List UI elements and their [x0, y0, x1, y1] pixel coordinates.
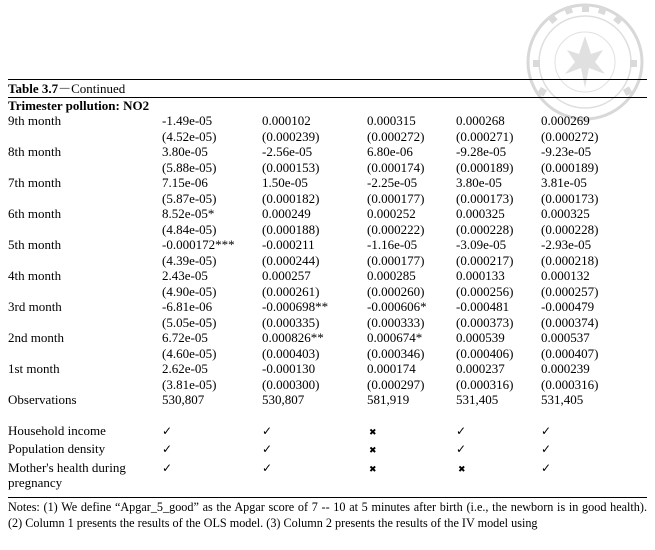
standard-error-cell: (5.05e-05)	[162, 314, 217, 330]
control-mark-cell	[262, 441, 367, 460]
standard-error-cell: (0.000373)	[456, 314, 514, 330]
table-row	[8, 268, 647, 284]
control-row	[8, 460, 647, 491]
standard-error-cell: (0.000217)	[456, 252, 514, 268]
standard-error-cell: (0.000300)	[262, 376, 320, 392]
control-row	[8, 441, 647, 460]
coefficient-cell: 0.000133	[456, 268, 505, 283]
standard-error-cell: (0.000189)	[456, 159, 514, 175]
control-mark-cell	[456, 423, 541, 442]
coefficient-cell: 0.000674*	[367, 330, 423, 345]
standard-error-cell: (0.000239)	[262, 128, 320, 144]
checkmark-icon: ✓	[262, 423, 273, 438]
standard-error-cell: (0.000177)	[367, 252, 425, 268]
standard-error-cell: (0.000316)	[541, 376, 599, 392]
standard-error-cell: (4.90e-05)	[162, 283, 217, 299]
cross-icon: ✖	[369, 464, 377, 475]
row-label: 1st month	[8, 361, 60, 376]
coefficient-cell: -2.25e-05	[367, 175, 418, 190]
row-label-empty	[8, 222, 162, 238]
row-label-empty	[8, 284, 162, 300]
coefficient-cell: 0.000252	[367, 206, 416, 221]
checkmark-icon: ✓	[262, 460, 273, 475]
table-row	[8, 330, 647, 346]
coefficient-cell: -2.93e-05	[541, 237, 592, 252]
control-mark-cell	[541, 460, 647, 491]
coefficient-cell: 3.81e-05	[541, 175, 587, 190]
coefficient-cell: -1.49e-05	[162, 113, 213, 128]
control-mark-cell	[541, 423, 647, 442]
standard-error-cell: (0.000406)	[456, 345, 514, 361]
standard-error-cell: (0.000335)	[262, 314, 320, 330]
control-mark-cell	[456, 441, 541, 460]
standard-error-cell: (0.000188)	[262, 221, 320, 237]
checkmark-icon: ✓	[162, 442, 173, 456]
standard-error-cell: (0.000297)	[367, 376, 425, 392]
standard-error-cell: (0.000153)	[262, 159, 320, 175]
coefficient-cell: 0.000315	[367, 113, 416, 128]
standard-error-cell: (4.84e-05)	[162, 221, 217, 237]
standard-error-row	[8, 191, 647, 207]
standard-error-row	[8, 315, 647, 331]
spacer-cell	[8, 408, 647, 423]
control-mark-cell	[162, 441, 262, 460]
control-mark-cell	[367, 460, 456, 491]
table-row	[8, 299, 647, 315]
standard-error-cell: (4.39e-05)	[162, 252, 217, 268]
row-label: 6th month	[8, 206, 62, 221]
coefficient-cell: 0.000239	[541, 361, 590, 376]
row-label-empty	[8, 160, 162, 176]
regression-table-container	[8, 79, 647, 498]
standard-error-cell: (4.60e-05)	[162, 345, 217, 361]
row-label-empty	[8, 315, 162, 331]
section-title: Trimester pollution: NO2	[8, 97, 150, 113]
coefficient-cell: 0.000285	[367, 268, 416, 283]
table-caption-row	[8, 80, 647, 98]
checkmark-icon: ✓	[162, 423, 173, 438]
coefficient-cell: 0.000174	[367, 361, 416, 376]
observations-label: Observations	[8, 392, 77, 407]
standard-error-row	[8, 160, 647, 176]
standard-error-cell: (5.87e-05)	[162, 190, 217, 206]
coefficient-cell: -2.56e-05	[262, 144, 313, 159]
row-label: 3rd month	[8, 299, 62, 314]
coefficient-cell: -0.000211	[262, 237, 315, 252]
coefficient-cell: -9.28e-05	[456, 144, 507, 159]
control-mark-cell	[162, 423, 262, 442]
checkmark-icon: ✓	[262, 442, 273, 456]
standard-error-cell: (0.000244)	[262, 252, 320, 268]
standard-error-cell: (0.000173)	[541, 190, 599, 206]
standard-error-cell: (0.000228)	[456, 221, 514, 237]
row-label: 9th month	[8, 113, 62, 128]
coefficient-cell: -0.000698**	[262, 299, 329, 314]
observations-cell: 530,807	[262, 392, 305, 407]
coefficient-cell: 0.000325	[456, 206, 505, 221]
table-row	[8, 113, 647, 129]
spacer-row	[8, 408, 647, 423]
coefficient-cell: 0.000325	[541, 206, 590, 221]
checkmark-icon: ✓	[456, 423, 467, 438]
control-mark-cell	[367, 441, 456, 460]
checkmark-icon: ✓	[456, 442, 467, 456]
row-label: 5th month	[8, 237, 62, 252]
coefficient-cell: 0.000132	[541, 268, 590, 283]
row-label-empty	[8, 253, 162, 269]
cross-icon: ✖	[369, 446, 377, 456]
standard-error-cell: (0.000222)	[367, 221, 425, 237]
checkmark-icon: ✓	[541, 423, 552, 438]
table-row	[8, 144, 647, 160]
table-caption	[8, 80, 647, 98]
standard-error-cell: (0.000182)	[262, 190, 320, 206]
coefficient-cell: -0.000130	[262, 361, 316, 376]
coefficient-cell: 0.000249	[262, 206, 311, 221]
standard-error-cell: (0.000173)	[456, 190, 514, 206]
control-mark-cell	[262, 460, 367, 491]
row-label-empty	[8, 191, 162, 207]
coefficient-cell: 7.15e-06	[162, 175, 208, 190]
coefficient-cell: -0.000479	[541, 299, 595, 314]
standard-error-cell: (0.000403)	[262, 345, 320, 361]
row-label-empty	[8, 129, 162, 145]
checkmark-icon: ✓	[541, 460, 552, 475]
standard-error-cell: (0.000256)	[456, 283, 514, 299]
standard-error-cell: (0.000177)	[367, 190, 425, 206]
row-label: 8th month	[8, 144, 62, 159]
standard-error-cell: (4.52e-05)	[162, 128, 217, 144]
coefficient-cell: -1.16e-05	[367, 237, 418, 252]
standard-error-cell: (0.000257)	[541, 283, 599, 299]
row-label: 2nd month	[8, 330, 64, 345]
row-label-empty	[8, 377, 162, 393]
standard-error-row	[8, 129, 647, 145]
coefficient-cell: 8.52e-05*	[162, 206, 215, 221]
standard-error-row	[8, 253, 647, 269]
control-mark-cell	[162, 460, 262, 491]
standard-error-cell: (5.88e-05)	[162, 159, 217, 175]
control-mark-cell	[367, 423, 456, 442]
standard-error-cell: (0.000228)	[541, 221, 599, 237]
checkmark-icon: ✓	[162, 460, 173, 475]
coefficient-cell: -9.23e-05	[541, 144, 592, 159]
control-mark-cell	[541, 441, 647, 460]
coefficient-cell: 0.000539	[456, 330, 505, 345]
table-caption-text: Continued	[71, 81, 126, 96]
coefficient-cell: 0.000237	[456, 361, 505, 376]
coefficient-cell: 3.80e-05	[162, 144, 208, 159]
table-bottom-rule	[8, 491, 647, 498]
coefficient-cell: 1.50e-05	[262, 175, 308, 190]
control-label: Household income	[8, 422, 106, 438]
checkmark-icon: ✓	[541, 442, 552, 456]
standard-error-row	[8, 377, 647, 393]
table-caption-dash: －	[58, 81, 72, 96]
control-row	[8, 423, 647, 442]
standard-error-cell: (0.000260)	[367, 283, 425, 299]
table-row	[8, 206, 647, 222]
table-notes: Notes: (1) We define “Apgar_5_good” as the Apgar score of 7 -- 10 at 5 minutes after birth (i.e., the newborn is in good health). (2) Column 1 presents the results of the OLS model. (3) Column 2 presents the results of the IV model using	[8, 500, 647, 530]
table-row	[8, 361, 647, 377]
standard-error-cell: (0.000218)	[541, 252, 599, 268]
standard-error-row	[8, 222, 647, 238]
row-label-empty	[8, 346, 162, 362]
standard-error-cell: (0.000333)	[367, 314, 425, 330]
row-label: 4th month	[8, 268, 62, 283]
cross-icon: ✖	[369, 427, 377, 438]
standard-error-cell: (0.000261)	[262, 283, 320, 299]
standard-error-cell: (0.000407)	[541, 345, 599, 361]
control-mark-cell	[262, 423, 367, 442]
row-label: 7th month	[8, 175, 62, 190]
coefficient-cell: 2.43e-05	[162, 268, 208, 283]
control-label: Population density	[8, 441, 106, 456]
coefficient-cell: -0.000172***	[162, 237, 235, 252]
section-title-row	[8, 97, 647, 113]
coefficient-cell: 0.000269	[541, 113, 590, 128]
cross-icon: ✖	[458, 464, 466, 475]
table-row	[8, 175, 647, 191]
observations-cell: 531,405	[456, 392, 499, 407]
standard-error-cell: (0.000316)	[456, 376, 514, 392]
coefficient-cell: -3.09e-05	[456, 237, 507, 252]
coefficient-cell: -6.81e-06	[162, 299, 213, 314]
standard-error-cell: (3.81e-05)	[162, 376, 217, 392]
coefficient-cell: 0.000102	[262, 113, 311, 128]
coefficient-cell: 0.000537	[541, 330, 590, 345]
table-row	[8, 237, 647, 253]
coefficient-cell: -0.000481	[456, 299, 510, 314]
coefficient-cell: 6.80e-06	[367, 144, 413, 159]
observations-cell: 581,919	[367, 392, 410, 407]
standard-error-cell: (0.000174)	[367, 159, 425, 175]
control-mark-cell	[456, 460, 541, 491]
standard-error-cell: (0.000189)	[541, 159, 599, 175]
table-bottom-rule-cell	[8, 491, 647, 498]
standard-error-cell: (0.000272)	[541, 128, 599, 144]
coefficient-cell: 0.000257	[262, 268, 311, 283]
standard-error-cell: (0.000272)	[367, 128, 425, 144]
coefficient-cell: -0.000606*	[367, 299, 427, 314]
coefficient-cell: 3.80e-05	[456, 175, 502, 190]
table-caption-label: Table 3.7	[8, 81, 59, 96]
coefficient-cell: 0.000826**	[262, 330, 324, 345]
coefficient-cell: 2.62e-05	[162, 361, 208, 376]
standard-error-cell: (0.000271)	[456, 128, 514, 144]
observations-cell: 531,405	[541, 392, 584, 407]
regression-table	[8, 79, 647, 498]
standard-error-row	[8, 346, 647, 362]
standard-error-cell: (0.000346)	[367, 345, 425, 361]
control-label: Mother's health during pregnancy	[8, 459, 126, 490]
standard-error-row	[8, 284, 647, 300]
observations-cell: 530,807	[162, 392, 205, 407]
observations-row	[8, 392, 647, 408]
coefficient-cell: 0.000268	[456, 113, 505, 128]
standard-error-cell: (0.000374)	[541, 314, 599, 330]
coefficient-cell: 6.72e-05	[162, 330, 208, 345]
